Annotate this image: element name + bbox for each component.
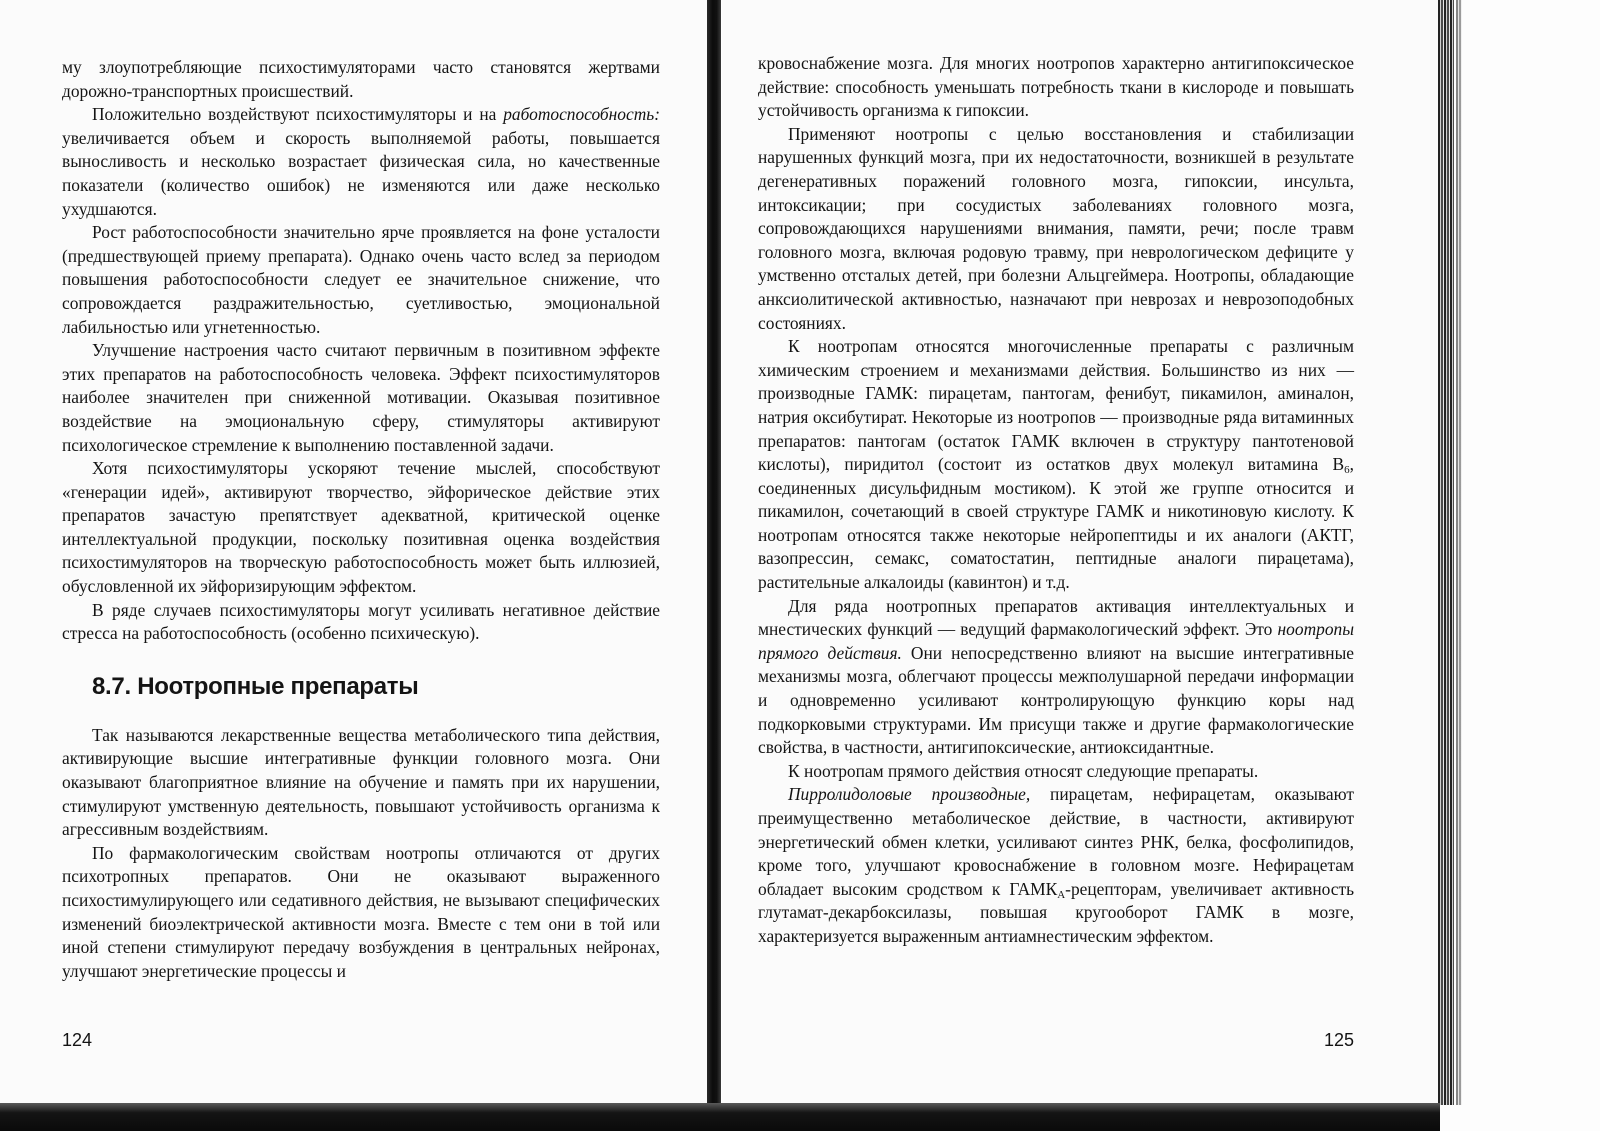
text-run: К ноотропам относятся многочисленные препараты с различным химическим строением и механизмами действия. Большинство из них — производные ГАМК: пирацетам, пантогам, фенибут, пикамилон, аминалон, натрия оксибутират. Некоторые из ноотропов — производные ряда витаминных препаратов: пантогам (остаток ГАМК включен в структуру пантотеновой кислоты), пиридитол (состоит из остатков двух молекул витамина В	[758, 336, 1354, 475]
text-run: В ряде случаев психостимуляторы могут усиливать негативное действие стресса на работоспособность (особенно психическую).	[62, 599, 660, 644]
left-paragraphs-after	[62, 724, 660, 984]
text-run: кровоснабжение мозга. Для многих ноотропов характерно антигипоксическое действие: способность уменьшать потребность ткани в кислороде и повышать устойчивость организма к гипоксии.	[758, 53, 1354, 121]
text-run: Хотя психостимуляторы ускоряют течение мыслей, способствуют «генерации идей», активируют творчество, эйфорическое действие этих препаратов зачастую препятствует адекватной, критической оценке интеллектуальной продукции, поскольку позитивная оценка воздействия психостимуляторов на творческую работоспособность может быть иллюзией, обусловленной их эйфоризирующим эффектом.	[62, 458, 660, 597]
body-paragraph	[758, 335, 1354, 595]
body-paragraph	[62, 842, 660, 984]
body-paragraph	[758, 123, 1354, 335]
body-paragraph	[62, 103, 660, 221]
right-paragraphs	[758, 52, 1354, 949]
text-run: К ноотропам прямого действия относят следующие препараты.	[788, 760, 1259, 781]
section-heading: 8.7. Ноотропные препараты	[92, 672, 419, 700]
italic-text: ноотропы прямого действия.	[758, 619, 1354, 663]
body-paragraph	[62, 457, 660, 599]
right-page-text	[758, 52, 1354, 949]
body-paragraph	[62, 599, 660, 646]
body-paragraph	[758, 595, 1354, 760]
body-paragraph	[62, 724, 660, 842]
text-run: Для ряда ноотропных препаратов активация интеллектуальных и мнестических функций — ведущий фармакологический эффект. Это	[758, 595, 1354, 640]
bottom-scan-shadow	[0, 1103, 1440, 1131]
body-paragraph	[758, 760, 1354, 784]
text-run: Рост работоспособности значительно ярче проявляется на фоне усталости (предшествующей приему препарата). Однако очень часто вслед за периодом повышения работоспособности следует ее значительное снижение, что сопровождается раздражительностью, суетливостью, эмоциональной лабильностью или угнетенностью.	[62, 222, 660, 337]
text-run: , соединенных дисульфидным мостиком). К этой же группе относится и пикамилон, сочетающий в своей структуре ГАМК и никотиновую кислоту. К ноотропам относятся также некоторые нейропептиды и их аналоги (АКТГ, вазопрессин, семакс, соматостатин, пептидные аналоги пирацетама), растительные алкалоиды (кавинтон) и т.д.	[758, 454, 1354, 593]
body-paragraph	[62, 221, 660, 339]
italic-text: Пирролидоловые производные,	[788, 784, 1031, 805]
left-paragraphs-before	[62, 56, 660, 646]
text-run: Применяют ноотропы с целью восстановления и стабилизации нарушенных функций мозга, при их недостаточности, возникшей в результате дегенеративных поражений головного мозга, гипоксии, инсульта, интоксикации; при сосудистых заболеваниях головного мозга, сопровождающихся нарушениями внимания, памяти, речи; после травм головного мозга, включая родовую травму, при неврологическом дефиците у умственно отсталых детей, при болезни Альцгеймера. Ноотропы, обладающие анксиолитической активностью, назначают при неврозах и неврозоподобных состояниях.	[758, 123, 1354, 333]
text-run: му злоупотребляющие психостимуляторами часто становятся жертвами дорожно-транспортных происшествий.	[62, 57, 660, 101]
text-run: Улучшение настроения часто считают первичным в позитивном эффекте этих препаратов на работоспособность человека. Эффект психостимуляторов наиболее значителен при сниженной мотивации. Оказывая позитивное воздействие на эмоциональную сферу, стимуляторы активируют психологическое стремление к выполнению поставленной задачи.	[62, 340, 660, 455]
text-run: -рецепторам, увеличивает активность глутамат-декарбоксилазы, повышая кругооборот ГАМК в мозге, характеризуется выраженным антиамнестическим эффектом.	[758, 878, 1355, 946]
text-run: Так называются лекарственные вещества метаболического типа действия, активирующие высшие интегративные функции головного мозга. Они оказывают благоприятное влияние на обучение и память при их нарушении, стимулируют умственную деятельность, повышают устойчивость организма к агрессивным воздействиям.	[62, 724, 660, 840]
body-paragraph	[62, 339, 660, 457]
page-edges	[1438, 0, 1600, 1131]
page-number-right: 125	[1324, 1030, 1355, 1050]
page-edge-strip-faint	[1456, 0, 1462, 1105]
text-run: пирацетам, нефирацетам, оказывают преимущественно метаболическое действие, в частности, активируют энергетический обмен клетки, усиливают синтез РНК, белка, фосфолипидов, кроме того, улучшают кровоснабжение в головном мозге. Нефирацетам обладает высоким сродством к ГАМК	[758, 784, 1354, 899]
text-run: Положительно воздействуют психостимуляторы и на	[92, 104, 504, 125]
body-paragraph	[758, 52, 1354, 123]
page-edge-strip	[1438, 0, 1454, 1105]
book-gutter	[707, 0, 721, 1131]
left-page-text	[62, 56, 660, 983]
subscript: A	[1057, 888, 1066, 901]
body-paragraph	[758, 783, 1354, 948]
text-run: увеличивается объем и скорость выполняемой работы, повышается выносливость и несколько возрастает физическая сила, но качественные показатели (количество ошибок) не изменяются или даже несколько ухудшаются.	[62, 127, 660, 219]
page-number-left: 124	[62, 1030, 93, 1050]
italic-text: работоспособность:	[503, 104, 660, 125]
subscript: 6	[1344, 464, 1350, 477]
text-run: По фармакологическим свойствам ноотропы отличаются от других психотропных препаратов. Они не оказывают выраженного психостимулирующего или седативного действия, не вызывают специфических изменений биоэлектрической активности мозга. Вместе с тем они в той или иной степени стимулируют передачу возбуждения в центральных нейронах, улучшают энергетические процессы и	[62, 842, 660, 981]
text-run: Они непосредственно влияют на высшие интегративные механизмы мозга, облегчают процессы межполушарной передачи информации и одновременно усиливают контролирующую функцию коры над подкорковыми структурами. Им присущи также и другие фармакологические свойства, в частности, антигипоксические, антиоксидантные.	[758, 642, 1354, 758]
body-paragraph	[62, 56, 660, 103]
